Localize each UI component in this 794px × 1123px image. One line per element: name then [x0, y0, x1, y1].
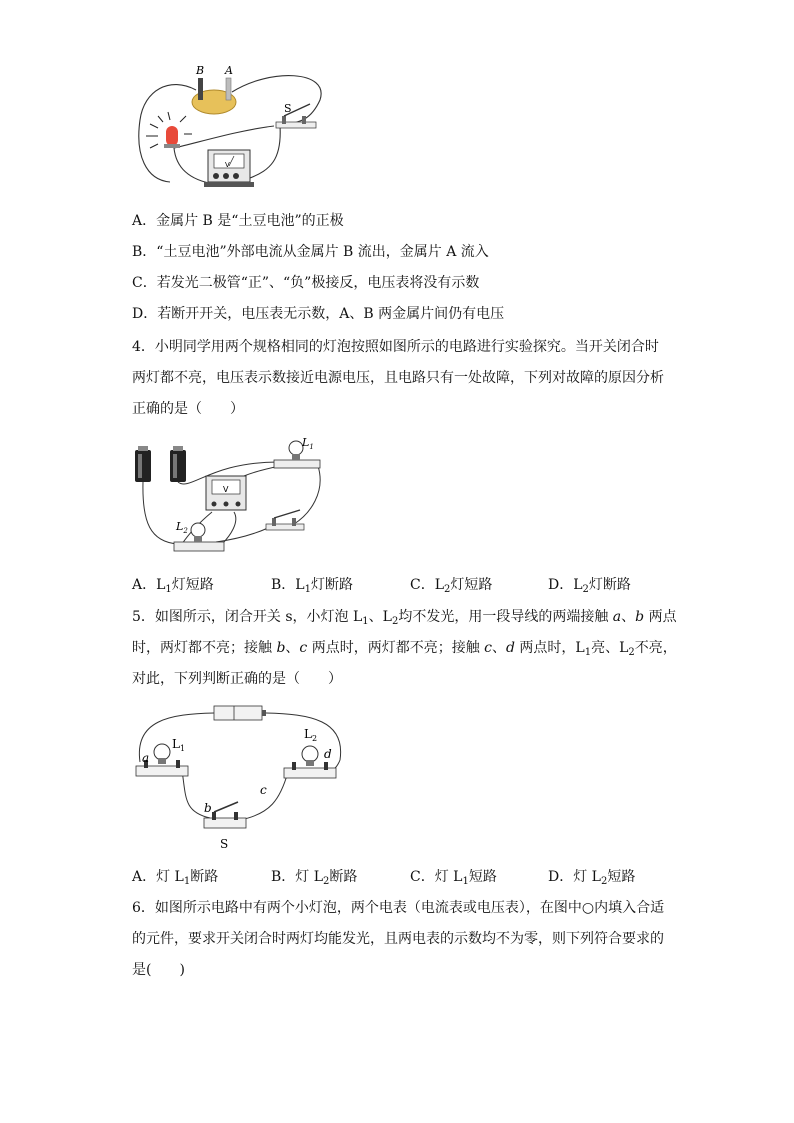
q5-option-a: A．灯 $L_1$断路 [132, 869, 219, 887]
q5-option-d: D．灯 $L_2$短路 [548, 869, 636, 887]
point-d-label: d [324, 747, 332, 761]
q5-option-c: C．灯 $L_1$短路 [410, 869, 497, 887]
q4-option-c: C．$L_2$灯短路 [410, 577, 493, 595]
voltmeter-icon [204, 150, 254, 187]
q4-stem-line-1: 4．小明同学用两个规格相同的灯泡按照如图所示的电路进行实验探究。当开关闭合时 [132, 339, 659, 355]
q4-option-b: B．$L_1$灯断路 [271, 577, 353, 595]
metal-plate-b [198, 78, 203, 100]
q4-options [132, 575, 692, 595]
q3-option-b: B．“土豆电池”外部电流从金属片 B 流出，金属片 A 流入 [132, 244, 489, 260]
battery-icon [170, 446, 186, 482]
potato-battery-figure [130, 60, 330, 195]
label-a: A [225, 64, 233, 77]
battery-icon [135, 446, 151, 482]
l1-label: $L_1$ [302, 436, 314, 451]
q5-stem-line-2: 时，两灯都不亮；接触 b、c 两点时，两灯都不亮；接触 c、d 两点时，$L_1$亮、$L_2$不亮， [132, 640, 677, 658]
q6-stem-line-3: 是( ) [132, 962, 185, 978]
switch-label: S [284, 102, 292, 115]
q5-stem-line-1: 5．如图所示，闭合开关 s，小灯泡 $L_1$、$L_2$均不发光，用一段导线的两端接触 a、b 两点 [132, 609, 677, 627]
voltmeter-label: V [223, 485, 229, 494]
point-c-label: c [260, 783, 267, 797]
voltmeter-label: V [225, 161, 230, 169]
q3-option-a: A．金属片 B 是“土豆电池”的正极 [132, 213, 344, 229]
l2-label: $L_2$ [304, 727, 318, 743]
q4-option-d: D．$L_2$灯断路 [548, 577, 631, 595]
switch-icon [266, 510, 304, 530]
q6-stem-line-1: 6．如图所示电路中有两个小灯泡，两个电表（电流表或电压表），在图中○内填入合适 [132, 900, 665, 916]
q4-stem-line-2: 两灯都不亮，电压表示数接近电源电压，且电路只有一处故障，下列对故障的原因分析 [132, 370, 664, 386]
point-b-label: b [204, 801, 212, 815]
two-bulb-voltmeter-figure [130, 432, 330, 562]
q5-options [132, 867, 692, 887]
switch-label: S [220, 837, 229, 851]
led-icon [146, 112, 192, 148]
q4-option-a: A．$L_1$灯短路 [132, 577, 214, 595]
q4-stem-line-3: 正确的是（ ） [132, 401, 244, 417]
q5-stem-line-3: 对此，下列判断正确的是（ ） [132, 671, 342, 687]
q3-option-d: D．若断开开关，电压表无示数，A、B 两金属片间仍有电压 [132, 306, 505, 322]
two-bulb-series-figure [130, 700, 350, 860]
label-b: B [196, 64, 205, 77]
q5-option-b: B．灯 $L_2$断路 [271, 869, 358, 887]
metal-plate-a [226, 78, 231, 100]
l2-label: $L_2$ [176, 520, 188, 535]
q3-option-c: C．若发光二极管“正”、“负”极接反，电压表将没有示数 [132, 275, 480, 291]
battery-icon [214, 706, 266, 720]
l1-label: $L_1$ [172, 737, 186, 753]
q6-stem-line-2: 的元件，要求开关闭合时两灯均能发光，且两电表的示数均不为零，则下列符合要求的 [132, 931, 664, 947]
voltmeter-icon [206, 476, 246, 510]
point-a-label: a [142, 751, 150, 765]
